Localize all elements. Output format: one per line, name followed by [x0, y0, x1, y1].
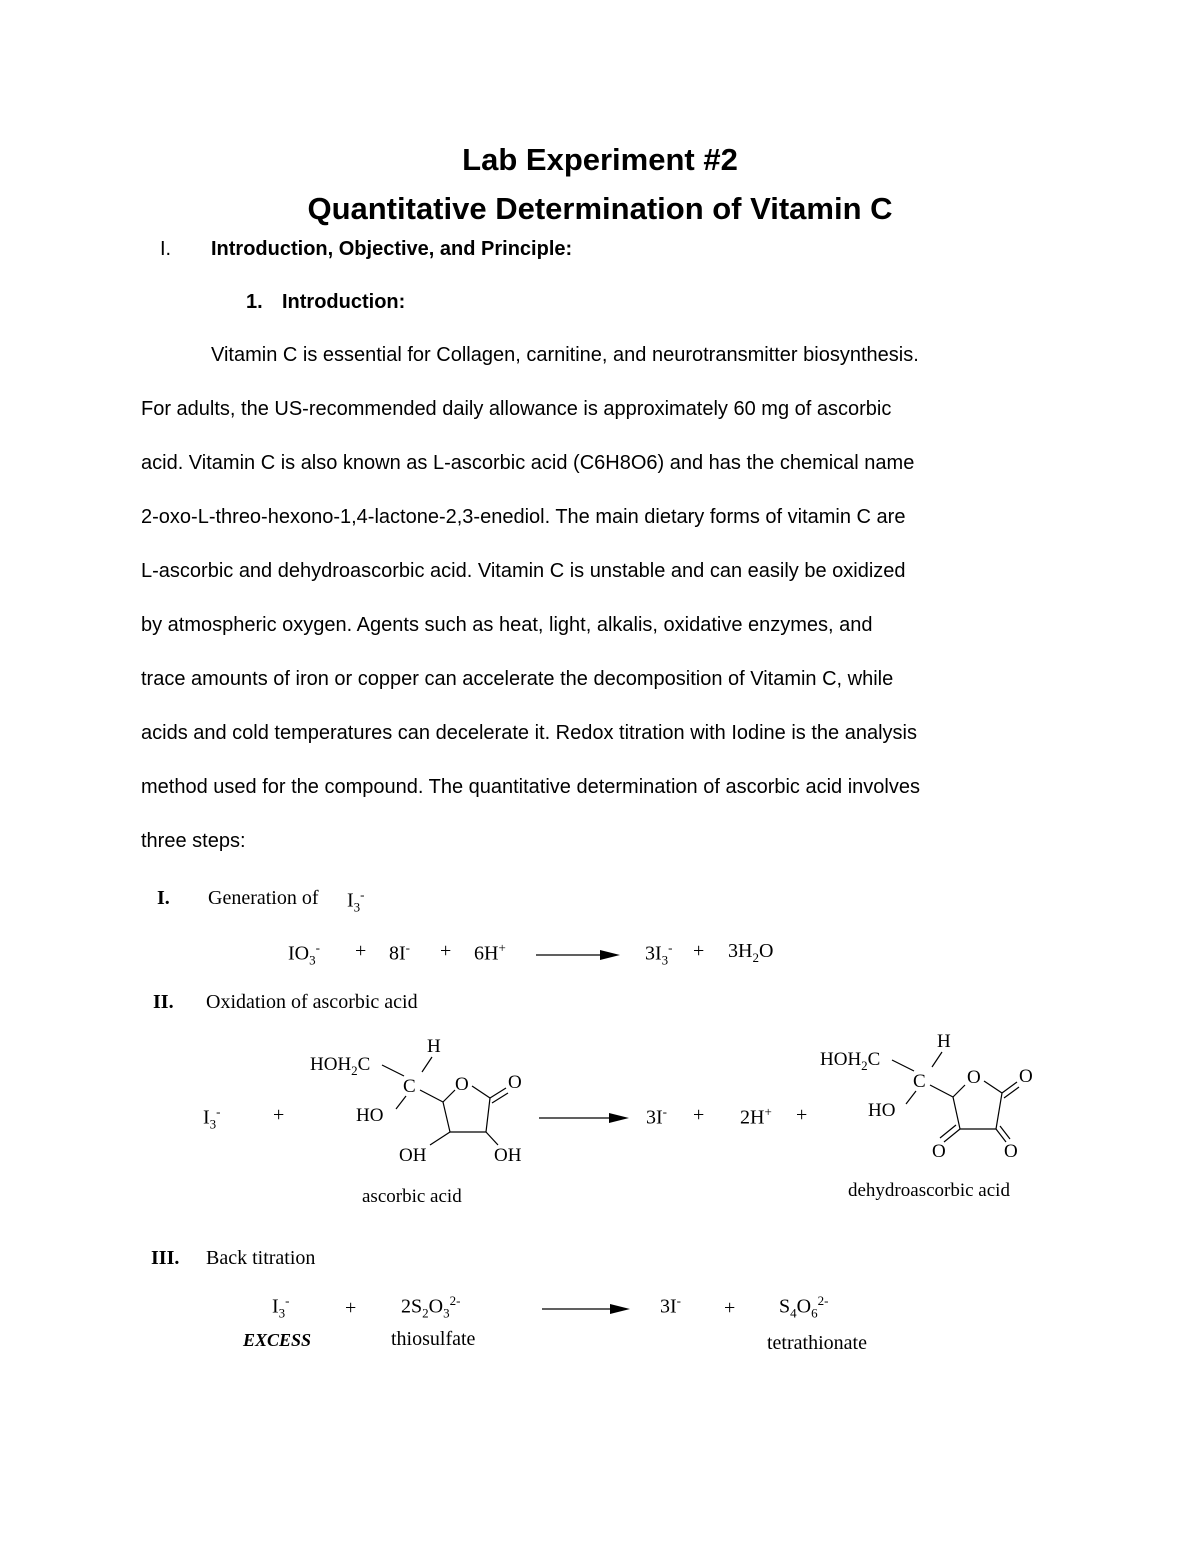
iodide-product: 3I- [646, 1104, 668, 1129]
subsection-heading: Introduction: [282, 291, 406, 313]
step-label-2: Oxidation of ascorbic acid [206, 991, 418, 1013]
proton-formula: 6H+ [474, 940, 506, 965]
svg-text:dehydroascorbic acid: dehydroascorbic acid [848, 1180, 1010, 1201]
paragraph-line: method used for the compound. The quantitative determination of ascorbic acid involves [141, 776, 920, 798]
paragraph-line: acids and cold temperatures can decelerate it. Redox titration with Iodine is the analysis [141, 722, 917, 744]
svg-text:OH: OH [399, 1145, 427, 1166]
plus-sign: + [796, 1104, 808, 1126]
plus-sign: + [355, 940, 367, 962]
triiodide-product: $3I_3^-$ [645, 940, 673, 968]
triiodide-excess: $I_3^-$ [272, 1293, 290, 1321]
step-label-1: Generation of [208, 887, 319, 909]
ascorbic-acid-structure [300, 1030, 540, 1205]
page-subtitle: Quantitative Determination of Vitamin C [307, 191, 893, 226]
svg-text:OH: OH [494, 1145, 522, 1166]
step-numeral-2: II. [153, 991, 174, 1013]
triiodide-formula: $I_3^-$ [347, 887, 365, 915]
iodate-formula: $IO_3^-$ [288, 940, 320, 968]
svg-text:C: C [403, 1076, 416, 1097]
proton-product: 2H+ [740, 1104, 772, 1129]
dehydroascorbic-acid-structure [810, 1025, 1050, 1205]
paragraph-line: acid. Vitamin C is also known as L-ascorbic acid (C6H8O6) and has the chemical name [141, 452, 915, 474]
subsection-number: 1. [246, 291, 263, 313]
section-heading: Introduction, Objective, and Principle: [211, 238, 573, 260]
plus-sign: + [693, 940, 705, 962]
paragraph-line: 2-oxo-L-threo-hexono-1,4-lactone-2,3-enediol. The main dietary forms of vitamin C are [141, 506, 906, 528]
section-numeral: I. [160, 238, 172, 260]
svg-text:O: O [932, 1141, 946, 1162]
triiodide-reactant: $I_3^-$ [203, 1104, 221, 1132]
svg-text:ascorbic acid: ascorbic acid [362, 1186, 462, 1205]
plus-sign: + [273, 1104, 285, 1126]
paragraph-line: L-ascorbic and dehydroascorbic acid. Vitamin C is unstable and can easily be oxidized [141, 560, 906, 582]
paragraph-line: three steps: [141, 830, 246, 852]
tetrathionate-formula: $S_4O_6^{2-}$ [779, 1293, 829, 1321]
water-formula: $3H_2O$ [728, 940, 774, 965]
thiosulfate-label: thiosulfate [391, 1328, 476, 1350]
iodide-result: 3I- [660, 1293, 682, 1318]
paragraph-line: Vitamin C is essential for Collagen, carnitine, and neurotransmitter biosynthesis. [211, 344, 919, 366]
plus-sign: + [693, 1104, 705, 1126]
iodide-formula: 8I- [389, 940, 411, 965]
plus-sign: + [345, 1297, 357, 1319]
reaction-arrow-icon [542, 1301, 632, 1317]
page-title: Lab Experiment #2 [462, 142, 738, 177]
step-numeral-1: I. [157, 887, 170, 909]
svg-text:O: O [508, 1072, 522, 1093]
svg-text:HOH2C: $HOH_2C$ [820, 1049, 881, 1073]
svg-text:O: O [1004, 1141, 1018, 1162]
plus-sign: + [724, 1297, 736, 1319]
svg-text:H: H [937, 1031, 951, 1052]
svg-text:HOH2C: $HOH_2C$ [310, 1054, 371, 1078]
step-label-3: Back titration [206, 1247, 316, 1269]
svg-text:HO: HO [868, 1100, 896, 1121]
svg-text:HO: HO [356, 1105, 384, 1126]
tetrathionate-label: tetrathionate [767, 1332, 867, 1354]
plus-sign: + [440, 940, 452, 962]
svg-text:H: H [427, 1036, 441, 1057]
reaction-arrow-icon [536, 947, 621, 963]
reaction-arrow-icon [539, 1110, 631, 1126]
thiosulfate-formula: $2S_2O_3^{2-}$ [401, 1293, 461, 1321]
paragraph-line: For adults, the US-recommended daily allowance is approximately 60 mg of ascorbic [141, 398, 892, 420]
svg-text:O: O [1019, 1066, 1033, 1087]
svg-text:O: O [967, 1067, 981, 1088]
step-numeral-3: III. [151, 1247, 180, 1269]
paragraph-line: trace amounts of iron or copper can accelerate the decomposition of Vitamin C, while [141, 668, 894, 690]
svg-text:C: C [913, 1071, 926, 1092]
paragraph-line: by atmospheric oxygen. Agents such as heat, light, alkalis, oxidative enzymes, and [141, 614, 873, 636]
excess-label: EXCESS [243, 1330, 312, 1350]
svg-text:O: O [455, 1074, 469, 1095]
